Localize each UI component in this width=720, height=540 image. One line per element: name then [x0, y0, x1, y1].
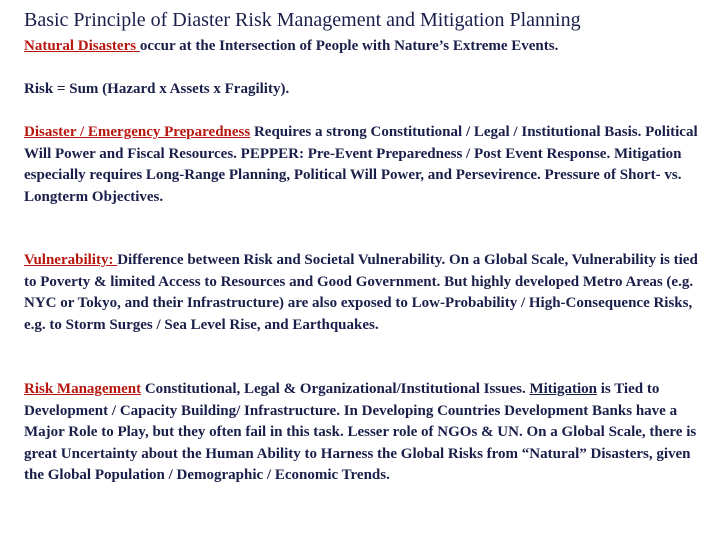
- paragraph-text: occur at the Intersection of People with Nature’s Extreme Events.: [139, 38, 559, 54]
- paragraph-text: Constitutional, Legal & Organizational/Institutional Issues.: [141, 381, 530, 397]
- paragraph-preparedness: [24, 122, 708, 208]
- paragraph-text-2: is Tied to Development / Capacity Building/ Infrastructure. In Developing Countries Development Banks have a Major Role to Play, but they often fail in this task. Lesser role of NGOs & UN. On a Global Scale, there is great Uncertainty about the Human Ability to Harness the Global Risks from “Natural” Disasters, given the Global Population / Demographic / Economic Trends.: [24, 381, 697, 483]
- keyword-natural-disasters: Natural Disasters: [24, 38, 140, 54]
- paragraph-text: Requires a strong Constitutional / Legal / Institutional Basis. Political Will Power and Fiscal Resources. PEPPER: Pre-Event Preparedness / Post Event Response. Mitigation especially requires Long-Range Planning, Political Will Power, and Persevirence. Pressure of Short- vs. Longterm Objectives.: [24, 124, 698, 205]
- paragraph-vulnerability: [24, 250, 708, 336]
- risk-formula-text: Risk = Sum (Hazard x Assets x Fragility).: [24, 81, 290, 97]
- keyword-mitigation: Mitigation: [529, 381, 597, 397]
- paragraph-text: Difference between Risk and Societal Vulnerability. On a Global Scale, Vulnerability is tied to Poverty & limited Access to Resources and Good Government. But highly developed Metro Areas (e.g. NYC or Tokyo, and their Infrastructure) are also exposed to Low-Probability / High-Consequence Risks, e.g. to Storm Surges / Sea Level Rise, and Earthquakes.: [24, 252, 698, 333]
- keyword-risk-management: Risk Management: [24, 381, 142, 397]
- keyword-preparedness: Disaster / Emergency Preparedness: [24, 124, 251, 140]
- keyword-vulnerability: Vulnerability:: [24, 252, 118, 268]
- paragraph-natural-disasters: [24, 36, 708, 58]
- page-title: Basic Principle of Diaster Risk Management and Mitigation Planning: [24, 9, 581, 31]
- paragraph-risk-formula: [24, 79, 708, 101]
- paragraph-risk-management: [24, 379, 708, 487]
